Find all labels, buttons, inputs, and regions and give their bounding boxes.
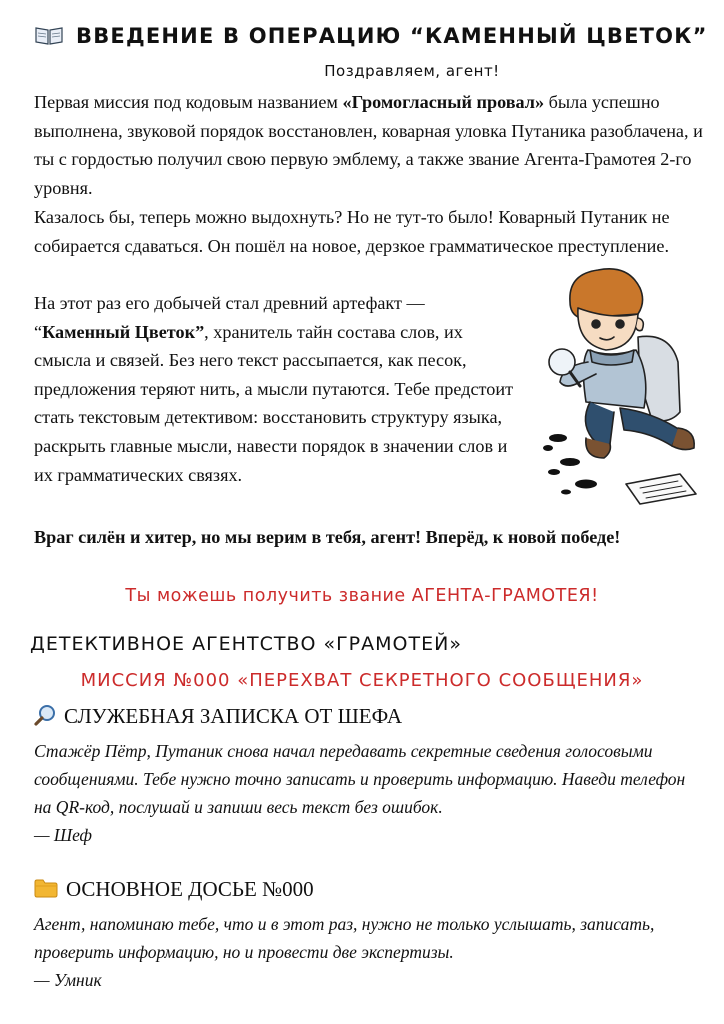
greeting: Поздравляем, агент! [324,62,500,80]
rank-promise: Ты можешь получить звание АГЕНТА-ГРАМОТЕЯ! [125,586,599,606]
intro-paragraph-4: Враг силён и хитер, но мы верим в тебя, агент! Вперёд, к новой победе! [34,527,621,547]
memo-signature: — Шеф [34,825,92,845]
folder-icon [34,878,58,898]
magnifier-icon [34,704,56,726]
memo-heading: СЛУЖЕБНАЯ ЗАПИСКА ОТ ШЕФА [34,704,402,729]
mission-codename: «Громогласный провал» [342,92,545,112]
page-title [34,24,708,48]
artifact-name: Каменный Цветок” [42,321,205,342]
dossier-heading: ОСНОВНОЕ ДОСЬЕ №000 [34,877,314,902]
open-book-icon [34,24,64,46]
intro-paragraph-1: Первая миссия под кодовым названием «Громогласный провал» была успешно выполнена, звуковой порядок восстановлен, коварная уловка Путаника разоблачена, и ты с гордостью получил свою первую эмблему, а также звание Агента-Грамотея 2-го уровня. [34,92,703,198]
memo-text: Стажёр Пётр, Путаник снова начал передавать секретные сведения голосовыми сообщениями. Тебе нужно точно записать и проверить информацию. Наведи телефон на QR-код, послушай и запиши весь текст без ошибок. — Шеф [34,741,686,845]
intro-paragraph-2: Казалось бы, теперь можно выдохнуть? Но не тут-то было! Коварный Путаник не собирается сдаваться. Он пошёл на новое, дерзкое грамматическое преступление. [34,207,670,256]
dossier-signature: — Умник [34,970,102,990]
intro-paragraph-3: На этот раз его добычей стал древний артефакт — “Каменный Цветок”, хранитель тайн состава слов, их смысла и связей. Без него текст рассыпается, как песок, предложения теряют нить, а мысли путаются. Тебе предстоит стать текстовым детективом: восстановить структуру языка, раскрыть главные мысли, навести порядок в значении слов и их грамматических связях. [34,293,514,485]
title-text: ВВЕДЕНИЕ В ОПЕРАЦИЮ “КАМЕННЫЙ ЦВЕТОК” [76,24,708,48]
detective-boy-illustration [540,262,710,512]
dossier-text: Агент, напоминаю тебе, что и в этот раз, нужно не только услышать, записать, проверить информацию, но и провести две экспертизы. — Умник [34,914,655,990]
mission-title: МИССИЯ №000 «ПЕРЕХВАТ СЕКРЕТНОГО СООБЩЕНИЯ» [80,670,644,691]
agency-name: ДЕТЕКТИВНОЕ АГЕНТСТВО «ГРАМОТЕЙ» [30,633,462,655]
